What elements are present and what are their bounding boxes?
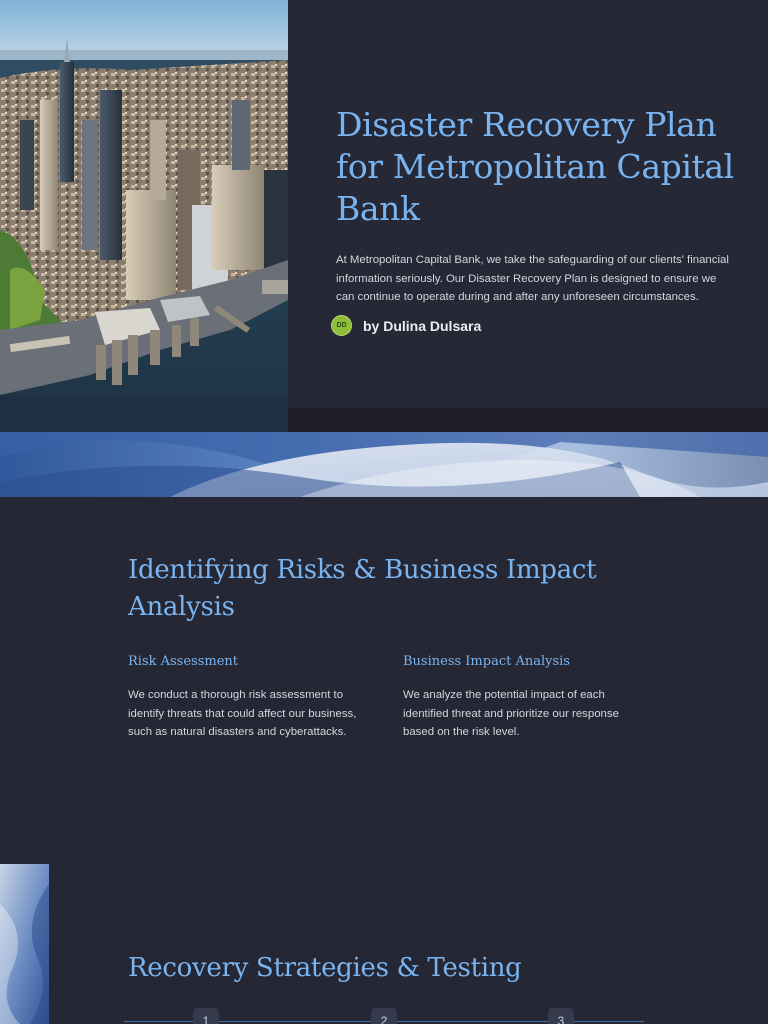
timeline-step: 2 xyxy=(371,1008,397,1024)
presentation-title: Disaster Recovery Plan for Metropolitan Capital Bank xyxy=(336,105,734,228)
wave-side-image xyxy=(0,864,49,1024)
author-line xyxy=(331,315,481,336)
author-name: by Dulina Dulsara xyxy=(363,317,482,334)
business-impact-text: We analyze the potential impact of each identified threat and prioritize our response based on the risk level. xyxy=(403,689,619,739)
timeline-step: 1 xyxy=(193,1008,219,1024)
business-impact-heading: Business Impact Analysis xyxy=(403,654,570,669)
intro-paragraph: At Metropolitan Capital Bank, we take the safeguarding of our clients' financial information seriously. Our Disaster Recovery Plan is designed to ensure we can continue to operate during and after any unforeseen circumstances. xyxy=(336,254,729,304)
risk-analysis-slide xyxy=(0,432,768,864)
title-footer-strip xyxy=(288,408,768,432)
risk-assessment-heading: Risk Assessment xyxy=(128,654,239,669)
author-avatar: DD xyxy=(331,315,352,336)
city-skyline-image xyxy=(0,0,288,432)
risk-assessment-text: We conduct a thorough risk assessment to identify threats that could affect our business, such as natural disasters and cyberattacks. xyxy=(128,689,357,739)
wave-banner-image xyxy=(0,432,768,497)
recovery-strategies-slide xyxy=(0,864,768,1024)
section-title: Identifying Risks & Business Impact Analysis xyxy=(128,555,597,622)
timeline-step: 3 xyxy=(548,1008,574,1024)
section-title: Recovery Strategies & Testing xyxy=(128,953,522,983)
title-slide xyxy=(0,0,768,432)
